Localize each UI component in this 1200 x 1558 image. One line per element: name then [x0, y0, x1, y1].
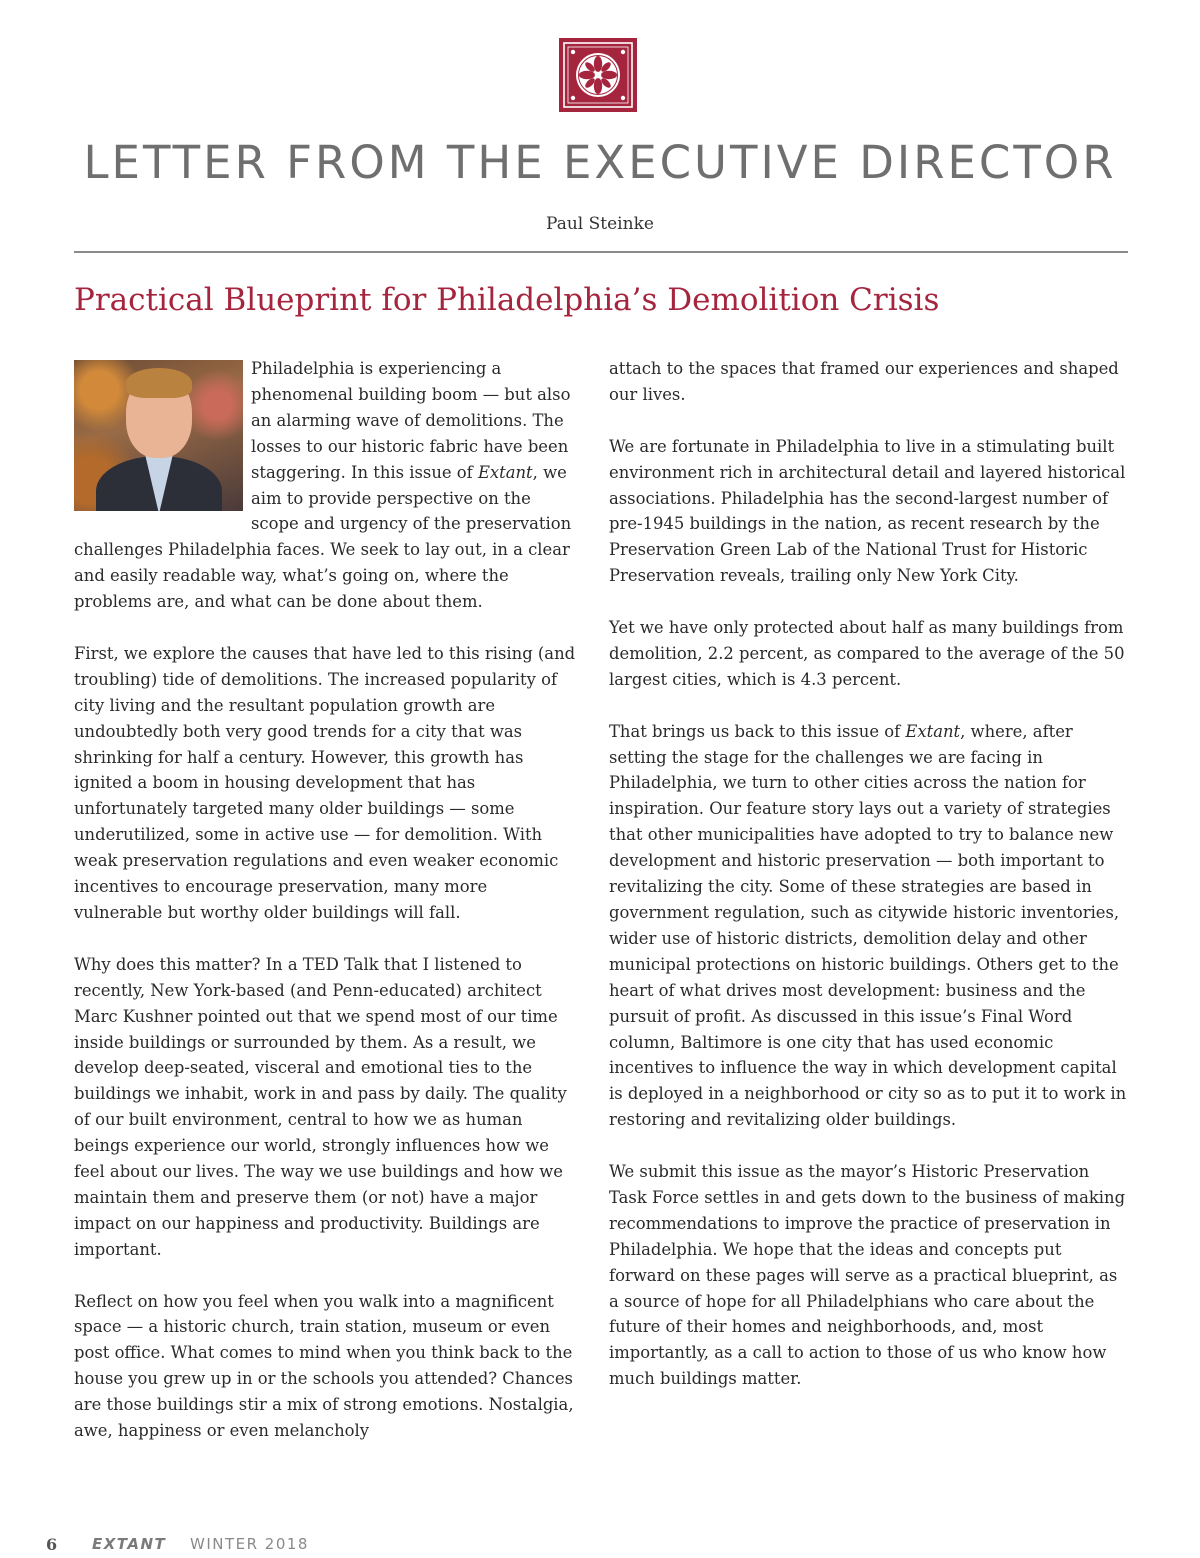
paragraph: Reflect on how you feel when you walk into a magnificent space — a historic church, train station, museum or even post office. What comes to mind when you think back to the house you grew up in or the schools you attended? Chances are those buildings stir a mix of strong emotions. Nostalgia, awe, happiness or even melancholy — [74, 1291, 574, 1441]
page-footer — [0, 1535, 1200, 1555]
issue-date: WINTER 2018 — [190, 1535, 309, 1553]
article-headline: Practical Blueprint for Philadelphia’s Demolition Crisis — [74, 282, 940, 318]
page-title: LETTER FROM THE EXECUTIVE DIRECTOR — [83, 136, 1117, 189]
author-name: Paul Steinke — [546, 214, 654, 234]
paragraph: We are fortunate in Philadelphia to live in a stimulating built environment rich in architectural detail and layered historical associations. Philadelphia has the second-largest number of pre-1945 buildings in the nation, as recent research by the Preservation Green Lab of the National Trust for Historic Preservation reveals, trailing only New York City. — [609, 436, 1126, 586]
paragraph: That brings us back to this issue of Extant, where, after setting the stage for the challenges we are facing in Philadelphia, we turn to other cities across the nation for inspiration. Our feature story lays out a variety of strategies that other municipalities have adopted to try to balance new development and historic preservation — both important to revitalizing the city. Some of these strategies are based in government regulation, such as citywide historic inventories, wider use of historic districts, demolition delay and other municipal protections on historic buildings. Others get to the heart of what drives most development: business and the pursuit of profit. As discussed in this issue’s Final Word column, Baltimore is one city that has used economic incentives to influence the way in which development capital is deployed in a neighborhood or city so as to put it to work in restoring and revitalizing older buildings. — [609, 721, 1127, 1130]
paragraph: Philadelphia is experiencing a phenomenal building boom — but also an alarming wave of demolitions. The losses to our historic fabric have been staggering. In this issue of Extant, we aim to provide perspective on the scope and urgency of the preservation challenges Philadelphia faces. We seek to lay out, in a clear and easily readable way, what’s going on, where the problems are, and what can be done about them. — [74, 359, 572, 612]
header-divider — [74, 251, 1128, 253]
page-number: 6 — [46, 1535, 58, 1554]
left-column — [74, 356, 576, 1444]
magazine-name: EXTANT — [92, 1535, 167, 1553]
paragraph: Yet we have only protected about half as many buildings from demolition, 2.2 percent, as compared to the average of the 50 largest cities, which is 4.3 percent. — [609, 618, 1125, 689]
paragraph: First, we explore the causes that have led to this rising (and troubling) tide of demolitions. The increased popularity of city living and the resultant population growth are undoubtedly both very good trends for a city that was shrinking for half a century. However, this growth has ignited a boom in housing development that has unfortunately targeted many older buildings — some underutilized, some in active use — for demolition. With weak preservation regulations and even weaker economic incentives to encourage preservation, many more vulnerable but worthy older buildings will fall. — [74, 643, 576, 923]
paragraph: attach to the spaces that framed our experiences and shaped our lives. — [609, 359, 1119, 404]
portrait-photo — [74, 360, 243, 511]
paragraph: We submit this issue as the mayor’s Historic Preservation Task Force settles in and gets down to the business of making recommendations to improve the practice of preservation in Philadelphia. We hope that the ideas and concepts put forward on these pages will serve as a practical blueprint, as a source of hope for all Philadelphians who care about the future of their homes and neighborhoods, and, most importantly, as a call to action to those of us who know how much buildings matter. — [609, 1162, 1126, 1389]
right-column — [609, 356, 1129, 1392]
paragraph: Why does this matter? In a TED Talk that I listened to recently, New York-based (and Penn-educated) architect Marc Kushner pointed out that we spend most of our time inside buildings or surrounded by them. As a result, we develop deep-seated, visceral and emotional ties to the buildings we inhabit, work in and pass by daily. The quality of our built environment, central to how we as human beings experience our world, strongly influences how we feel about our lives. The way we use buildings and how we maintain them and preserve them (or not) have a major impact on our happiness and productivity. Buildings are important. — [74, 954, 567, 1259]
ornament-tile-icon — [559, 38, 637, 112]
